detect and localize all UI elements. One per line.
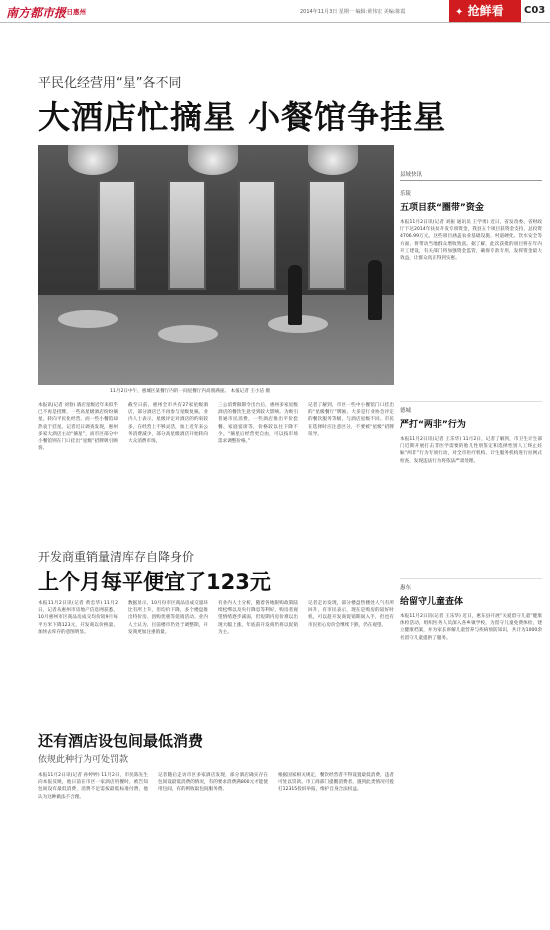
sidebar-item-place: 德城 [400, 408, 412, 414]
article2-column-2: 数据显示，10月份市区商品房成交量环比有所上升，但均价下降，多个楼盘推出特价房、团购优惠等促销活动。业内人士认为，目前楼市仍处于调整期，开发商更加注重销量。 [128, 601, 208, 635]
sidebar-item-title: 给留守儿童查体 [400, 597, 464, 607]
sidebar-item [400, 578, 542, 753]
sidebar-item-title: 严打“两非”行为 [400, 420, 466, 430]
window-shape [238, 180, 276, 290]
article1-headline: 大酒店忙摘星 小餐馆争挂星 [38, 98, 447, 136]
newspaper-brand: 南方都市报 [6, 6, 67, 20]
sidebar-item-body: 本报11月2日讯(记者 王乐华) 11月2日，记者了解到，市卫生计生部门近期开展打击非医学需要的胎儿性别鉴定和选择性别人工终止妊娠“两非”行为专项行动，对全市医疗机构、计生服务机构进行拉网式检查，发现违法行为将依法严肃处理。 [400, 437, 542, 464]
chandelier-shape [68, 145, 118, 175]
article3-column-3: 根据国家相关规定，餐饮经营者不得设置最低消费，违者可处以罚款。市工商部门提醒消费者，遇到此类情况可拨打12315投诉举报，维护自身合法权益。 [278, 773, 394, 793]
article2-column-3: 有业内人士分析，随着各地限购政策陆续松绑以及央行降息等利好，购房者观望情绪逐步减弱，但短期内房价难以出现大幅上涨，年底前开发商仍将以促销为主。 [218, 601, 298, 635]
article2-headline: 上个月每平便宜了123元 [38, 570, 271, 594]
waiter-figure [288, 265, 302, 325]
article3-headline: 还有酒店设包间最低消费 [38, 732, 204, 750]
county-news-sidebar [400, 170, 542, 753]
sidebar-item [400, 189, 542, 389]
window-shape [98, 180, 136, 290]
floor-shape [38, 295, 394, 385]
article3-column-1: 本报11月2日讯(记者 孙婷婷) 11月2日，市民陈先生向本报反映，他日前在市区一家酒店用餐时，被告知包间设有最低消费，消费不足需按最低标准付费，他认为这种做法不合理。 [38, 773, 148, 800]
waiter-figure [368, 260, 382, 320]
sidebar-item [400, 401, 542, 566]
article2-kicker: 开发商重销量清库存自降身价 [38, 550, 195, 564]
restaurant-photo [38, 145, 394, 385]
photo-caption: 11月2日中午，惠城区某餐厅内的一间星餐厅内高朋满座。 本报记者 王小洁 摄 [110, 389, 271, 394]
article2-column-4: 记者走访发现，部分楼盘售楼处人气有所回升，有市民表示，现在是购房的较好时机，可以趁开发商促销期间入手，但也有市民担心房价会继续下跌，仍在观望。 [308, 601, 394, 628]
column-badge-label: 抢鲜看 [467, 4, 504, 18]
sidebar-label: 县域快讯 [400, 170, 542, 181]
sidebar-item-place: 乐陵 [400, 191, 412, 197]
issue-meta: 2014年11月3日 星期一 编辑:黄伟宏 美编:陈霞 [300, 9, 406, 15]
article3-column-2: 记者随后走访市区多家酒店发现，部分酒店确实存在包间设最低消费的情况，有的要求消费满800元才能使用包间，有的则收取包间服务费。 [158, 773, 268, 793]
article2-column-1: 本报11月2日讯(记者 黄忠华) 11月2日，记者从惠州市房地产信息网获悉，10月惠州市区商品房成交均价较9月每平方米下降123元，开发商以价换量、加快去库存的意图明显。 [38, 601, 118, 635]
section-name: 今日惠州 [60, 8, 86, 16]
chandelier-shape [188, 145, 238, 175]
window-shape [168, 180, 206, 290]
article1-column-2: 截至日前，惠州全市共有27家星级酒店，部分酒店已不再参与星级复核。业内人士表示，星级评定对酒店的约束较多，在经营上不够灵活，加上近年来公务消费减少，部分高星级酒店开始转向大众消费市场。 [128, 403, 208, 445]
sidebar-item-body: 本报11月2日讯(记者 刘振 通讯员 王学勇) 近日，省发改委、省财政厅下达2014年扶贫开发专项资金，我县五个项目获资金支持，总投资4706.99万元。这些项目涵盖农业基础设施、村道硬化、饮水安全等方面，将带动当地群众增收致富。据了解，此次获批的项目将在年内开工建设，有关部门将加强资金监管，确保专款专用，发挥资金最大效益，让群众真正得到实惠。 [400, 220, 542, 262]
fire-icon: ✦ [455, 7, 464, 18]
chandelier-shape [308, 145, 358, 175]
article3-subhead: 依规此种行为可处罚款 [38, 755, 129, 765]
article1-column-4: 记者了解到，市区一些中小餐馆门口挂出的“星级餐厅”牌匾，大多是行业协会评定的餐饮服务等级，与酒店星级不同。市民在选择时应注意区分，不要被“星级”招牌误导。 [308, 403, 394, 437]
sidebar-divider [400, 401, 542, 402]
column-badge [449, 0, 521, 22]
dining-table-shape [158, 325, 218, 343]
article1-column-3: 三公消费限制令出台后，惠州多家星级酒店的餐饮生意受到较大影响。为吸引普通市民消费，一些酒店推出平价套餐、家庭宴席等，价格较以往下降不少。“摘星后经营更自由，可以按市场需求调整价格。” [218, 403, 298, 445]
article1-kicker: 平民化经营用“星”各不同 [38, 76, 182, 91]
sidebar-item-title: 五项目获“圈带”资金 [400, 203, 484, 213]
sidebar-item-place: 惠东 [400, 585, 412, 591]
dining-table-shape [58, 310, 118, 328]
sidebar-item-body: 本报11月2日讯(记者 王乐华) 近日，惠东县开展“关爱留守儿童”健康体检活动，组织医务人员深入各乡镇学校，为留守儿童免费体检，建立健康档案，并为家长讲解儿童营养与疾病预防知识，共计为1000余名留守儿童提供了服务。 [400, 614, 542, 641]
page-number: C03 [524, 5, 546, 16]
header-divider [0, 22, 550, 23]
window-shape [308, 180, 346, 290]
article1-column-1: 本报讯(记者 刘春) 酒店星级近年来似乎已不再是招牌，一些高星级酒店纷纷摘星，转向平民化经营，而一些小餐馆却热衷于挂星。记者近日调查发现，惠州多家大酒店主动“摘星”，而市区部分中小餐馆则在门口挂出“星级”招牌吸引顾客。 [38, 403, 118, 452]
sidebar-divider [400, 578, 542, 579]
